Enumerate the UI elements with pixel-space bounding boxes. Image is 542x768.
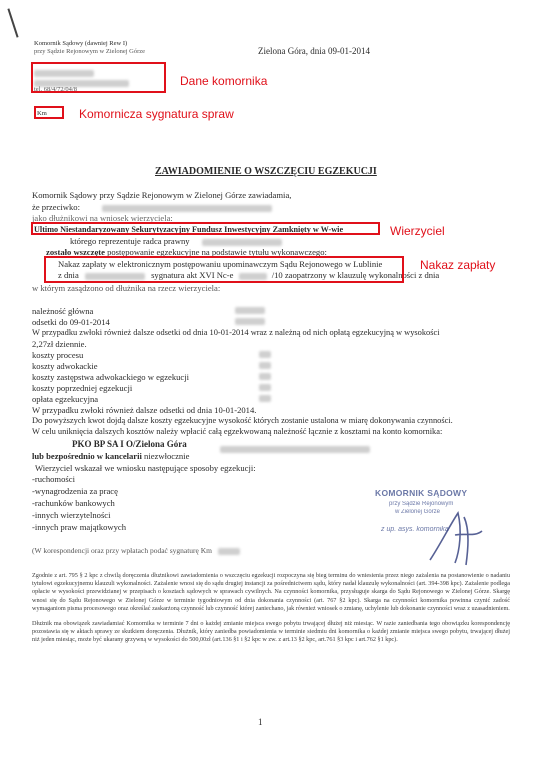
item-process-costs: koszty procesu (32, 350, 84, 360)
item-interest: odsetki do 09-01-2014 (32, 317, 110, 327)
represented-line (70, 236, 282, 246)
annotation-payment-order: Nakaz zapłaty (420, 258, 496, 272)
additional-costs-note: Do powyższych kwot dojdą dalsze koszty egzekucyjne wysokość których zostanie ustalona w miarę dokonywania czynności. (32, 416, 453, 425)
order-date-label: z dnia (58, 270, 79, 280)
item-attorney-costs: koszty adwokackie (32, 361, 98, 371)
initiated-rest: postępowanie egzekucyjne na podstawie tytułu wykonawczego: (104, 247, 327, 257)
represented-text: którego reprezentuje radca prawny (70, 236, 190, 246)
redacted-account (220, 440, 370, 458)
bank-office-bold: lub bezpośrednio w kancelarii (32, 451, 142, 461)
redacted-counsel (202, 239, 282, 246)
against-text: że przeciwko: (32, 202, 80, 212)
against-label (32, 202, 272, 212)
creditor-name: Ultimo Niestandaryzowany Sekurytyzacyjny Fundusz Inwestycyjny Zamknięty w W-wie (34, 225, 344, 234)
bailiff-data-box (31, 62, 166, 93)
bank-name: PKO BP SA I O/Zielona Góra (72, 439, 187, 449)
bailiff-office-line2: przy Sądzie Rejonowym w Zielonej Górze (34, 48, 146, 55)
annotation-case-signature: Komornicza sygnatura spraw (79, 107, 234, 121)
methods-intro: Wierzyciel wskazał we wniosku następujące sposoby egzekucji: (35, 463, 256, 473)
item-previous-costs: koszty poprzedniej egzekucji (32, 383, 133, 393)
stamp-sign: z up. asys. komornika (381, 526, 449, 533)
method-property-rights: -innych praw majątkowych (32, 522, 127, 532)
legal-notice-1: Zgodnie z art. 795 § 2 kpc z chwilą doręczenia dłużnikowi zawiadomienia o wszczęciu egzekucji rozpoczyna się bieg terminu do wniesienia przez niego zażalenia na postanowienie o nadaniu tytułowi egzekucyjnemu klauzuli wykonalności. Zażalenie wnosi się do sądu drugiej instancji za pośrednictwem sądu, który nadał klauzulę wykonalności (art. 394-398 kpc). Zażalenie podlega opłacie w wysokości przewidzianej w przepisach o kosztach sądowych w sprawach cywilnych. Na czynności komornika, przysługuje skarga do Sądu Rejonowego w Zielonej Górze. Skargę wnosi się do Sądu Rejonowego w Zielonej Górze w terminie tygodniowym od dnia dokonania czynności (art. 767 §2 kpc). Skarga na czynności komornika powinna czynić zadość wymaganiom pisma procesowego oraz określać zaskarżoną czynność lub czynność której zaniechano, jak również wniosek o zmianę, uchylenie lub dokonanie czynności wraz z uzasadnieniem. (32, 572, 510, 612)
stamp-line2: przy Sądzie Rejonowym (389, 501, 454, 507)
case-signature-box (34, 106, 64, 119)
awarded-line: w którym zasądzono od dłużnika na rzecz wierzyciela: (32, 283, 221, 293)
stamp-line3: w Zielonej Górze (395, 509, 441, 515)
place-date: Zielona Góra, dnia 09-01-2014 (258, 46, 370, 56)
bank-office-line (32, 451, 189, 461)
pen-mark (7, 8, 18, 37)
legal-notice-2: Dłużnik ma obowiązek zawiadamiać Komornika w terminie 7 dni o każdej zmianie miejsca swego pobytu trwającej dłużej niż miesiąc. W razie zaniedbania tego obowiązku korespondencję pozostawia się w aktach sprawy ze skutkiem doręczenia. Dłużnik, który zaniedba powiadomienia w terminie siedmiu dni komornika o każdej zmianie miejsca swego pobytu, trwającej dłużej niż jeden miesiąc, może być ukarany grzywną w wysokości do 500,00zł (art.136 §1 i §2 kpc w zw. z art.13 §2 kpc, art.761 §3 kpc i art.762 §1 kpc). (32, 620, 510, 644)
document-title: ZAWIADOMIENIE O WSZCZĘCIU EGZEKUCJI (155, 166, 377, 177)
debtor-line: jako dłużnikowi na wniosek wierzyciela: (32, 213, 173, 223)
page-number: 1 (258, 717, 263, 727)
order-clause: /10 zaopatrzony w klauzulę wykonalności z dnia (271, 270, 440, 280)
item-representation-costs: koszty zastępstwa adwokackiego w egzekucji (32, 372, 190, 382)
correspondence-text: (W korespondencji oraz przy wpłatach podać sygnaturę Km (32, 546, 213, 555)
item-daily: 2,27zł dziennie. (32, 339, 87, 349)
bailiff-office-line1: Komornik Sądowy (dawniej Rew I) (34, 40, 128, 47)
bank-office-rest: niezwłocznie (141, 451, 190, 461)
method-salary: -wynagrodzenia za pracę (32, 486, 118, 496)
item-enforcement-fee: opłata egzekucyjna (32, 394, 99, 404)
initiated-bold: zostało wszczęte (46, 247, 105, 257)
order-signature: sygnatura akt XVI Nc-e (151, 270, 234, 280)
method-bank-accounts: -rachunków bankowych (32, 498, 115, 508)
case-signature-prefix: Km (37, 110, 47, 117)
bailiff-phone: tel. 68/4/72/04/8 (34, 86, 77, 93)
creditor-box (31, 222, 380, 235)
item-further-interest: W przypadku zwłoki również dalsze odsetki od dnia 10-01-2014 wraz z należną od nich opłatą egzekucyjną w wysokości (32, 328, 440, 337)
order-line1: Nakaz zapłaty w elektronicznym postępowaniu upominawczym Sądu Rejonowego w Lublinie (58, 259, 383, 269)
intro-line: Komornik Sądowy przy Sądzie Rejonowym w Zielonej Górze zawiadamia, (32, 190, 292, 200)
redacted-debtor (102, 205, 272, 212)
item-principal: należność główna (32, 306, 94, 316)
further-interest-note: W przypadku zwłoki również dalsze odsetki od dnia 10-01-2014. (32, 405, 257, 415)
method-movables: -ruchomości (32, 474, 75, 484)
correspondence-note (32, 546, 240, 556)
payment-order-box (44, 256, 404, 283)
method-receivables: -innych wierzytelności (32, 510, 111, 520)
annotation-creditor: Wierzyciel (390, 224, 445, 238)
payment-instruction: W celu uniknięcia dalszych kosztów należy wpłacić całą egzekwowaną należność łącznie z kosztami na konto komornika: (32, 427, 443, 436)
stamp-line1: KOMORNIK SĄDOWY (375, 488, 468, 498)
redacted-km-number (218, 548, 240, 555)
annotation-bailiff-data: Dane komornika (180, 74, 268, 88)
handwritten-signature (420, 505, 490, 570)
